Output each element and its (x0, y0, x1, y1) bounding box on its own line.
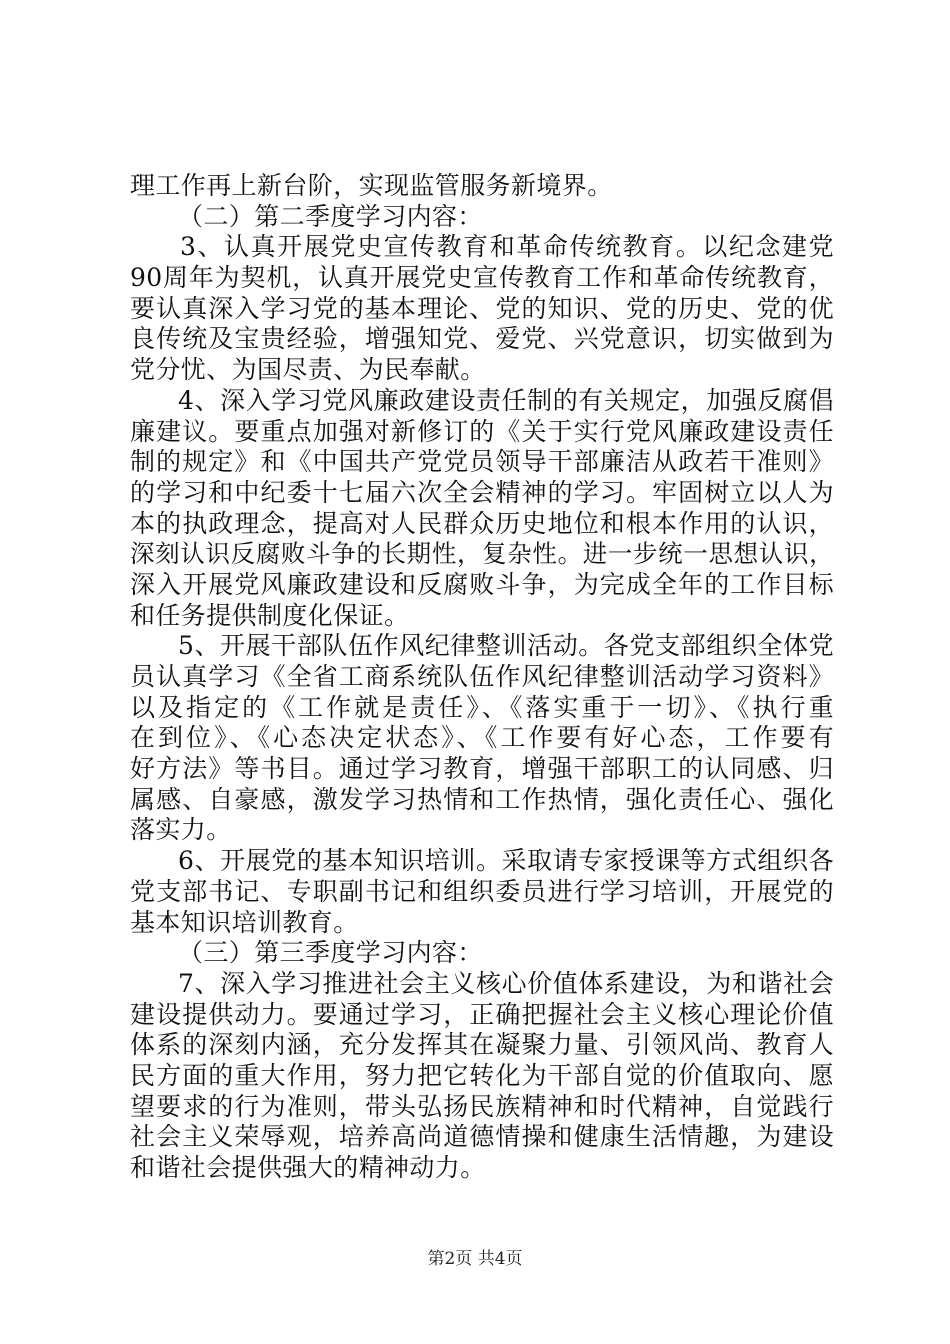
paragraph-line: 深入开展党风廉政建设和反腐败斗争，为完成全年的工作目标 (130, 569, 834, 599)
paragraph-line: 3、认真开展党史宣传教育和革命传统教育。以纪念建党 (180, 232, 834, 262)
paragraph-line: 和谐社会提供强大的精神动力。 (130, 1153, 486, 1182)
paragraph-line: 员认真学习《全省工商系统队伍作风纪律整训活动学习资料》 (130, 662, 834, 691)
paragraph-line: 7、深入学习推进社会主义核心价值体系建设，为和谐社会 (178, 968, 834, 998)
paragraph-line: 90周年为契机，认真开展党史宣传教育工作和革命传统教育， (130, 263, 834, 293)
paragraph-line: 5、开展干部队伍作风纪律整训活动。各党支部组织全体党 (178, 631, 834, 661)
paragraph-line: 基本知识培训教育。 (130, 907, 359, 937)
paragraph-line: 建设提供动力。要通过学习，正确把握社会主义核心理论价值 (130, 999, 834, 1029)
paragraph-line: 社会主义荣辱观，培养高尚道德情操和健康生活情趣，为建设 (130, 1122, 834, 1152)
section-heading: （二）第二季度学习内容： (178, 201, 483, 231)
paragraph-line: 的学习和中纪委十七届六次全会精神的学习。牢固树立以人为 (130, 477, 834, 507)
paragraph-line: 以及指定的《工作就是责任》、《落实重于一切》、《执行重 (130, 692, 834, 722)
paragraph-line: 理工作再上新台阶，实现监管服务新境界。 (130, 171, 613, 200)
paragraph-line: 属感、自豪感，激发学习热情和工作热情，强化责任心、强化 (130, 784, 834, 814)
paragraph-line: 民方面的重大作用，努力把它转化为干部自觉的价值取向、愿 (130, 1060, 834, 1090)
paragraph-line: 在到位》、《心态决定状态》、《工作要有好心态，工作要有 (130, 723, 834, 753)
paragraph-line: 体系的深刻内涵，充分发挥其在凝聚力量、引领风尚、教育人 (130, 1030, 834, 1060)
paragraph-line: 本的执政理念，提高对人民群众历史地位和根本作用的认识， (130, 508, 834, 538)
paragraph-line: 要认真深入学习党的基本理论、党的知识、党的历史、党的优 (130, 293, 834, 323)
paragraph-line: 4、深入学习党风廉政建设责任制的有关规定，加强反腐倡 (178, 385, 834, 415)
paragraph-line: 6、开展党的基本知识培训。采取请专家授课等方式组织各 (178, 846, 834, 876)
section-heading: （三）第三季度学习内容： (178, 938, 483, 968)
paragraph-line: 良传统及宝贵经验，增强知党、爱党、兴党意识，切实做到为 (130, 324, 834, 354)
paragraph-line: 望要求的行为准则，带头弘扬民族精神和时代精神，自觉践行 (130, 1091, 834, 1121)
paragraph-line: 和任务提供制度化保证。 (130, 600, 410, 630)
paragraph-line: 落实力。 (130, 815, 232, 845)
paragraph-line: 好方法》等书目。通过学习教育，增强干部职工的认同感、归 (130, 754, 834, 784)
paragraph-line: 党分忧、为国尽责、为民奉献。 (130, 355, 486, 385)
paragraph-line: 廉建议。要重点加强对新修订的《关于实行党风廉政建设责任 (130, 416, 834, 446)
paragraph-line: 党支部书记、专职副书记和组织委员进行学习培训，开展党的 (130, 876, 834, 906)
paragraph-line: 深刻认识反腐败斗争的长期性，复杂性。进一步统一思想认识， (130, 539, 834, 569)
page-number: 第2页 共4页 (427, 1249, 523, 1269)
paragraph-line: 制的规定》和《中国共产党党员领导干部廉洁从政若干准则》 (130, 447, 834, 477)
document-body (130, 171, 834, 1184)
